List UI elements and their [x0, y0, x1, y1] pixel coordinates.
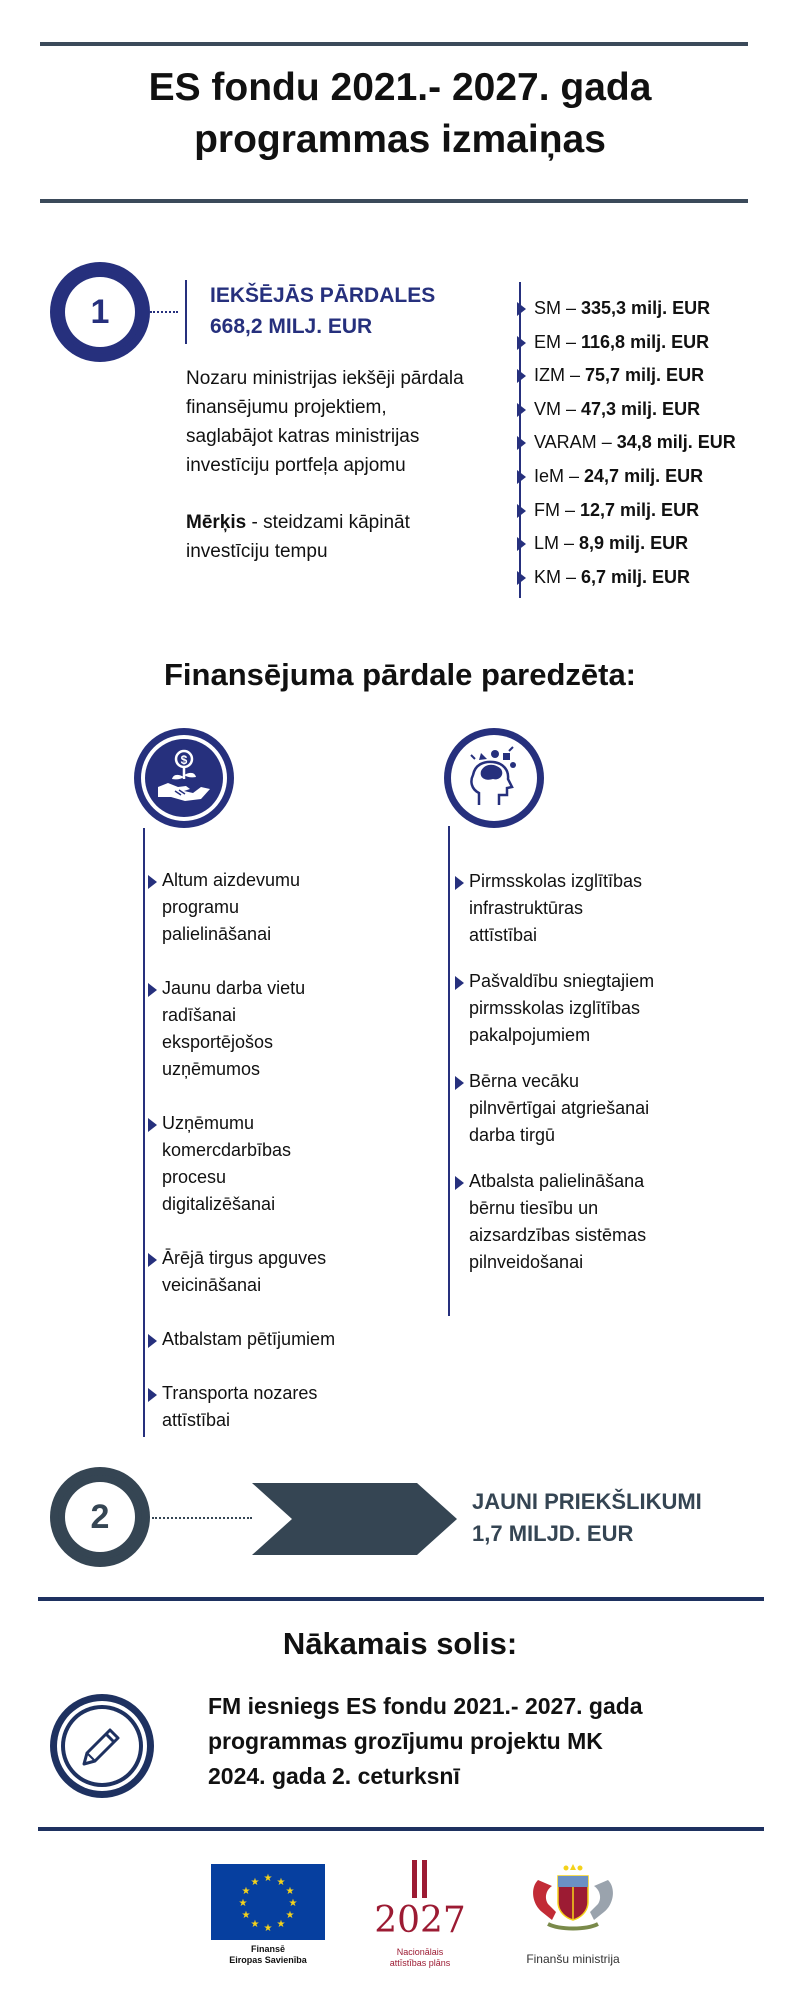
- ministry-amount: 75,7 milj. EUR: [585, 365, 705, 386]
- eu-caption: [201, 1944, 335, 1966]
- svg-text:★: ★: [238, 1898, 248, 1909]
- ministry-item-varam: VARAM – 34,8 milj. EUR: [520, 426, 780, 460]
- ministry-amount: 8,9 milj. EUR: [579, 533, 689, 554]
- description-line: finansējumu projektiem,: [186, 397, 387, 418]
- business-icon-badge: [134, 728, 234, 828]
- ministry-item-km: KM – 6,7 milj. EUR: [520, 561, 780, 595]
- pencil-badge: [50, 1694, 154, 1798]
- chevron-arrow-icon: [252, 1483, 457, 1555]
- ministry-code: FM: [534, 499, 560, 520]
- svg-text:★: ★: [276, 1877, 286, 1888]
- ministry-item-izm: IZM – 75,7 milj. EUR: [520, 359, 780, 393]
- new-proposals-line1: JAUNI PRIEKŠLIKUMI: [472, 1489, 702, 1514]
- funding-item: Transporta nozares attīstībai: [148, 1380, 388, 1434]
- ministry-amount: 24,7 milj. EUR: [584, 465, 704, 486]
- funding-item: Uzņēmumu komercdarbības procesu digitalizēšanai: [148, 1110, 388, 1218]
- ministry-amount: 6,7 milj. EUR: [581, 566, 691, 587]
- page-title-line1: ES fondu 2021.- 2027. gada: [148, 66, 652, 109]
- section1-description: [186, 364, 506, 480]
- ministry-item-fm: FM – 12,7 milj. EUR: [520, 494, 780, 528]
- svg-text:$: $: [180, 753, 188, 767]
- goal-line1: [186, 508, 506, 537]
- latvia-coat-of-arms-logo: [518, 1860, 628, 1936]
- page-title: [60, 62, 740, 166]
- nap-pillars-icon: [372, 1858, 468, 1898]
- funding-item: Altum aizdevumu programu palielināšanai: [148, 867, 388, 948]
- next-step-text: [208, 1689, 728, 1794]
- heading-amount: 668,2 MILJ. EUR: [210, 315, 373, 338]
- svg-text:★: ★: [285, 1886, 295, 1897]
- funding-section-title: Finansējuma pārdale paredzēta:: [163, 657, 637, 692]
- step-2-connector: [152, 1517, 252, 1519]
- ministry-code: VARAM: [534, 432, 597, 453]
- fm-caption: [505, 1952, 641, 1966]
- ministry-list: [520, 292, 780, 594]
- ministry-amount: 34,8 milj. EUR: [616, 432, 736, 453]
- head-ideas-icon: [461, 745, 527, 811]
- step-1-badge: [50, 262, 150, 362]
- step-2-badge: [50, 1467, 150, 1567]
- ministry-amount: 12,7 milj. EUR: [580, 499, 700, 520]
- ministry-item-em: EM – 116,8 milj. EUR: [520, 326, 780, 360]
- ministry-code: IZM: [534, 365, 565, 386]
- new-proposals-text: [472, 1486, 702, 1550]
- coat-of-arms-icon: [518, 1860, 628, 1936]
- svg-text:★: ★: [250, 1877, 260, 1888]
- next-step-line: 2024. gada 2. ceturksnī: [208, 1763, 460, 1789]
- nap-caption: [362, 1947, 478, 1969]
- funding-item: Pašvaldību sniegtajiem pirmsskolas izglītības pakalpojumiem: [455, 968, 695, 1049]
- next-step-line: programmas grozījumu projektu MK: [208, 1728, 603, 1754]
- internal-reallocation-heading: [210, 280, 435, 342]
- funding-item: Bērna vecāku pilnvērtīgai atgriešanai darba tirgū: [455, 1068, 695, 1149]
- nap-caption-line2: attīstības plāns: [389, 1958, 451, 1968]
- ministry-amount: 116,8 milj. EUR: [581, 331, 710, 352]
- handshake-money-icon: [153, 747, 215, 809]
- nap-year: 2027: [374, 1900, 466, 1941]
- section1-goal: [186, 508, 506, 566]
- description-line: investīciju portfeļa apjomu: [186, 455, 406, 476]
- ministry-item-sm: SM – 335,3 milj. EUR: [520, 292, 780, 326]
- goal-label: Mērķis: [186, 512, 247, 533]
- eu-stars-icon: [211, 1864, 325, 1940]
- new-proposals-amount: 1,7 MILJD. EUR: [472, 1521, 634, 1546]
- eu-flag-logo: [211, 1864, 325, 1940]
- funding-item: Jaunu darba vietu radīšanai eksportējošos uzņēmumos: [148, 975, 388, 1083]
- next-step-line: FM iesniegs ES fondu 2021.- 2027. gada: [208, 1693, 643, 1719]
- header-top-rule: [40, 42, 748, 46]
- ministry-code: SM: [534, 298, 561, 318]
- nap-2027-logo: [372, 1858, 468, 1948]
- next-step-title: Nākamais solis:: [282, 1626, 518, 1661]
- section1-heading-bar: [185, 280, 187, 344]
- eu-caption-line2: Eiropas Savienība: [229, 1955, 307, 1965]
- funding-item: Atbalstam pētījumiem: [148, 1326, 388, 1353]
- ministry-code: KM: [534, 566, 561, 587]
- fm-caption-text: Finanšu ministrija: [526, 1952, 620, 1966]
- goal-text: - steidzami kāpināt: [246, 512, 410, 533]
- ministry-code: IeM: [534, 465, 565, 486]
- funding-item: Pirmsskolas izglītības infrastruktūras attīstībai: [455, 868, 695, 949]
- right-funding-list: [455, 868, 695, 1276]
- svg-text:★: ★: [263, 1873, 273, 1884]
- step-2-number: 2: [65, 1482, 135, 1552]
- ministry-code: LM: [534, 533, 560, 554]
- funding-item: Ārējā tirgus apguves veicināšanai: [148, 1245, 388, 1299]
- nap-caption-line1: Nacionālais: [396, 1947, 444, 1957]
- ministry-amount: 335,3 milj. EUR: [581, 298, 711, 318]
- svg-text:★: ★: [250, 1919, 260, 1930]
- description-line: Nozaru ministrijas iekšēji pārdala: [186, 368, 464, 389]
- svg-text:★: ★: [276, 1919, 286, 1930]
- header-bottom-rule: [40, 199, 748, 203]
- education-icon-badge: [444, 728, 544, 828]
- ministry-code: EM: [534, 331, 561, 352]
- eu-caption-line1: Finansē: [250, 1944, 285, 1954]
- svg-text:★: ★: [285, 1910, 295, 1921]
- step-1-connector: [150, 311, 178, 313]
- ministry-item-lm: LM – 8,9 milj. EUR: [520, 527, 780, 561]
- svg-text:★: ★: [263, 1923, 273, 1934]
- left-funding-list: [148, 867, 388, 1434]
- ministry-item-vm: VM – 47,3 milj. EUR: [520, 393, 780, 427]
- description-line: saglabājot katras ministrijas: [186, 426, 420, 447]
- footer-rule: [38, 1827, 764, 1831]
- ministry-code: VM: [534, 398, 561, 419]
- ministry-amount: 47,3 milj. EUR: [581, 398, 701, 419]
- ministry-item-iem: IeM – 24,7 milj. EUR: [520, 460, 780, 494]
- svg-text:★: ★: [241, 1910, 251, 1921]
- svg-text:★: ★: [288, 1898, 298, 1909]
- left-list-bar: [143, 828, 145, 1437]
- page-title-line2: programmas izmaiņas: [194, 118, 606, 161]
- svg-text:★: ★: [241, 1886, 251, 1897]
- right-list-bar: [448, 826, 450, 1316]
- step-1-number: 1: [65, 277, 135, 347]
- next-step-top-rule: [38, 1597, 764, 1601]
- pencil-icon: [76, 1720, 128, 1772]
- goal-line2: investīciju tempu: [186, 541, 328, 562]
- heading-line1: IEKŠĒJĀS PĀRDALES: [210, 284, 436, 307]
- funding-item: Atbalsta palielināšana bērnu tiesību un aizsardzības sistēmas pilnveidošanai: [455, 1168, 695, 1276]
